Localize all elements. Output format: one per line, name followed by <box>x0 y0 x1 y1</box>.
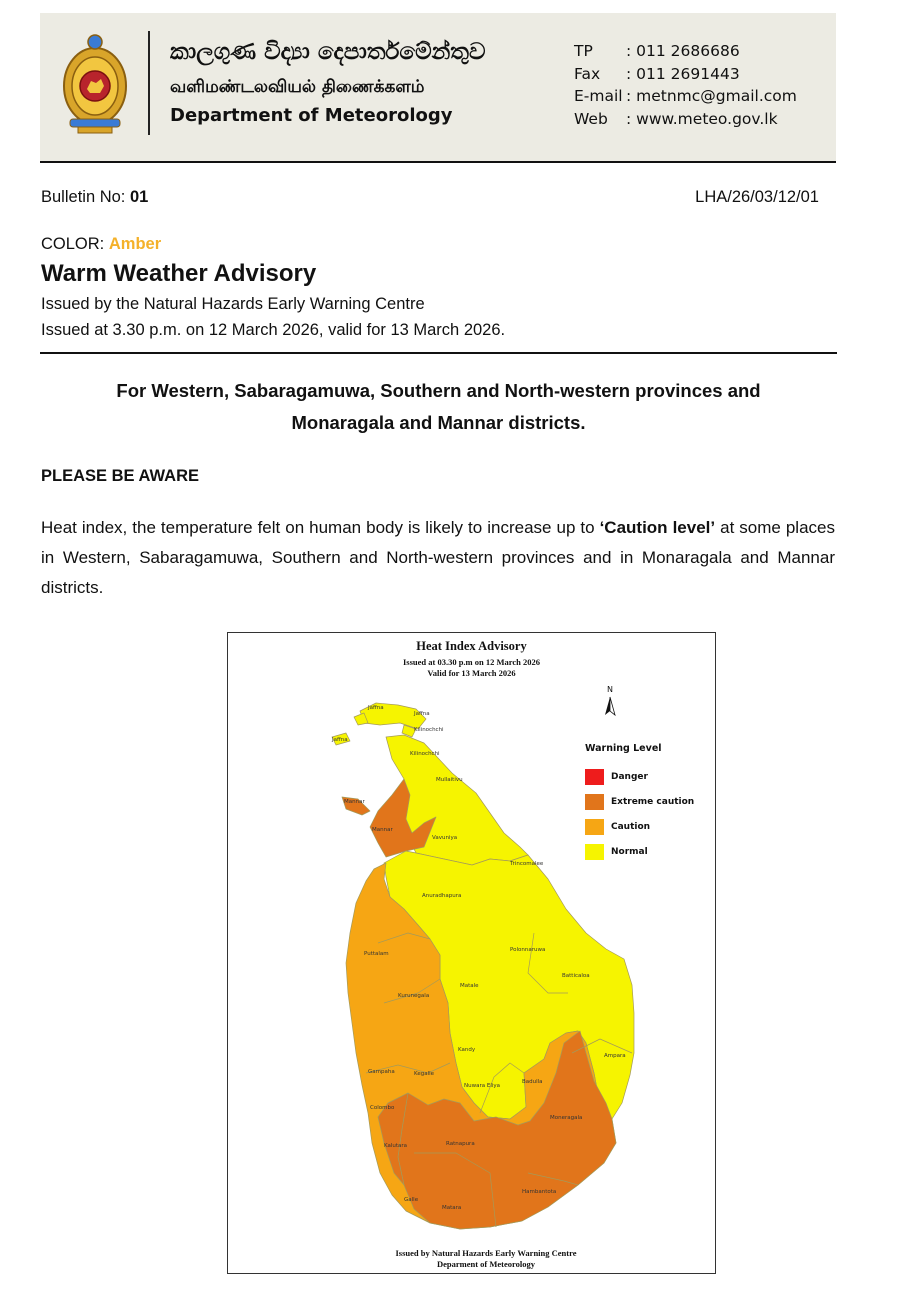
legend-swatch <box>585 794 604 810</box>
sri-lanka-emblem-icon <box>60 31 130 135</box>
legend-item-caution <box>585 814 694 839</box>
contact-row-tp <box>574 40 797 63</box>
legend-swatch <box>585 819 604 835</box>
caution-level-emphasis: ‘Caution level’ <box>599 518 716 537</box>
issued-by-text: Issued by the Natural Hazards Early Warning Centre <box>41 295 425 313</box>
legend-label: Extreme caution <box>611 796 695 807</box>
contact-value[interactable]: : www.meteo.gov.lk <box>626 109 778 128</box>
contact-label: Web <box>574 109 608 128</box>
advisory-body <box>41 513 835 603</box>
contact-row-fax <box>574 63 797 86</box>
label-ampara: Ampara <box>604 1053 626 1059</box>
contact-label: TP <box>574 42 593 60</box>
bulletin-label: Bulletin No: <box>41 188 130 206</box>
label-hambantota: Hambantota <box>522 1189 557 1195</box>
heat-index-map <box>227 632 716 1274</box>
bulletin-reference: LHA/26/03/12/01 <box>695 188 819 206</box>
contact-value: : 011 2691443 <box>626 64 740 83</box>
color-value: Amber <box>108 235 162 253</box>
label-moneragala: Moneragala <box>550 1115 583 1121</box>
legend-label: Caution <box>611 821 651 832</box>
map-issued-text: Issued at 03.30 p.m on 12 March 2026 <box>402 657 541 667</box>
label-mannar-2: Mannar <box>372 827 393 833</box>
label-kandy: Kandy <box>458 1047 476 1053</box>
map-legend <box>585 743 694 864</box>
body-text-end: at some places in Western, Sabaragamuwa, Southern and North-western provinces and in Monaragala and Mannar districts. <box>41 518 835 597</box>
advisory-title: Warm Weather Advisory <box>41 260 317 287</box>
label-matara: Matara <box>442 1205 462 1211</box>
label-mannar: Mannar <box>344 799 365 805</box>
bulletin-number <box>41 188 148 207</box>
map-valid-text: Valid for 13 March 2026 <box>427 668 516 678</box>
map-title: Heat Index Advisory <box>416 639 527 653</box>
legend-item-extreme-caution <box>585 789 694 814</box>
contact-label: Fax <box>574 64 601 83</box>
contact-value[interactable]: : metnmc@gmail.com <box>626 87 797 105</box>
section-divider <box>40 352 837 354</box>
issued-at-text: Issued at 3.30 p.m. on 12 March 2026, valid for 13 March 2026. <box>41 321 506 339</box>
legend-item-normal <box>585 839 694 864</box>
legend-swatch <box>585 844 604 860</box>
please-be-aware-heading: PLEASE BE AWARE <box>41 467 199 485</box>
legend-item-danger <box>585 764 694 789</box>
map-footer-issuer: Issued by Natural Hazards Early Warning Centre <box>395 1248 577 1258</box>
label-kilinochchi-2: Kilinochchi <box>410 751 440 757</box>
body-text-start: Heat index, the temperature felt on human body is likely to increase up to <box>41 518 600 537</box>
label-polonnaruwa: Polonnaruwa <box>510 947 546 953</box>
label-gampaha: Gampaha <box>368 1069 395 1075</box>
legend-label: Normal <box>611 846 648 857</box>
bulletin-number-value: 01 <box>129 188 149 206</box>
label-ratnapura: Ratnapura <box>446 1141 475 1147</box>
label-colombo: Colombo <box>370 1105 395 1111</box>
affected-areas-line: For Western, Sabaragamuwa, Southern and North-western provinces and <box>116 380 761 401</box>
label-badulla: Badulla <box>522 1079 543 1085</box>
affected-areas-heading <box>60 375 817 439</box>
label-mullaitivu: Mullaitivu <box>436 777 463 783</box>
legend-title: Warning Level <box>585 743 662 754</box>
label-kurunegala: Kurunegala <box>398 993 430 999</box>
label-jaffna-2: Jaffna <box>414 711 430 717</box>
label-batticaloa: Batticaloa <box>562 973 590 979</box>
label-galle: Galle <box>404 1197 419 1203</box>
north-label: N <box>607 685 613 694</box>
contact-row-email <box>574 85 797 108</box>
label-nuwara-eliya: Nuwara Eliya <box>464 1083 501 1089</box>
map-footer-department: Deparment of Meteorology <box>436 1259 536 1269</box>
color-level <box>41 235 161 254</box>
label-trincomalee: Trincomalee <box>510 861 544 867</box>
north-arrow-icon <box>602 685 618 719</box>
header-divider <box>148 31 150 135</box>
label-puttalam: Puttalam <box>364 951 389 957</box>
label-kegalle: Kegalle <box>414 1071 435 1077</box>
org-name-sinhala: කාලගුණ විද්‍යා දෙපාර්තමේන්තුව <box>170 39 486 65</box>
affected-areas-line: Monaragala and Mannar districts. <box>291 412 586 433</box>
color-label: COLOR: <box>41 235 109 253</box>
contact-value: : 011 2686686 <box>626 42 740 60</box>
sri-lanka-map <box>228 633 715 1273</box>
legend-swatch <box>585 769 604 785</box>
label-kilinochchi: Kilinochchi <box>414 727 444 733</box>
label-jaffna-3: Jaffna <box>332 737 348 743</box>
letterhead <box>40 13 836 163</box>
label-jaffna: Jaffna <box>368 705 384 711</box>
contact-row-web <box>574 108 797 131</box>
label-matale: Matale <box>460 983 479 989</box>
org-name-english: Department of Meteorology <box>170 105 453 126</box>
label-kalutara: Kalutara <box>384 1143 408 1149</box>
contact-block <box>574 40 797 130</box>
legend-label: Danger <box>611 771 648 782</box>
label-vavuniya: Vavuniya <box>432 835 458 841</box>
org-name-tamil: வளிமண்டலவியல் திணைக்களம் <box>170 77 425 97</box>
contact-label: E-mail <box>574 87 623 105</box>
label-anuradhapura: Anuradhapura <box>422 893 462 899</box>
